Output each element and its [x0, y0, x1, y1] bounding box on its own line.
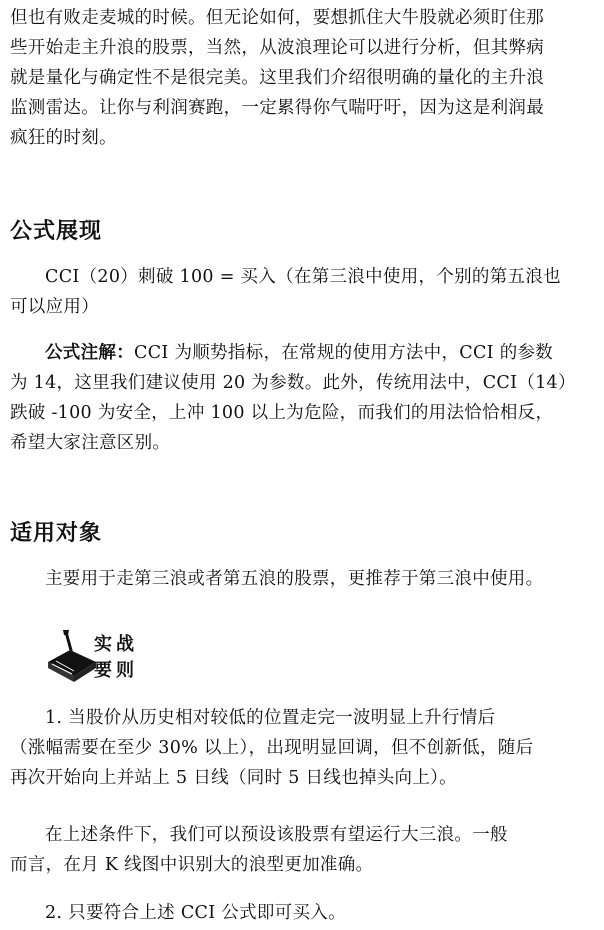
- intro-line: 监测雷达。让你与利润赛跑，一定累得你气喘吁吁，因为这是利润最: [10, 98, 544, 118]
- formula-line: 可以应用）: [10, 297, 99, 317]
- rule1-line: 再次开始向上并站上 5 日线（同时 5 日线也掉头向上）。: [10, 768, 457, 788]
- note-line: 跌破 -100 为安全，上冲 100 以上为危险，而我们的用法恰恰相反，: [10, 403, 554, 423]
- badge-line2: 要则: [94, 660, 138, 681]
- rule2-paragraph: [45, 898, 590, 928]
- rule1-extra-line: 在上述条件下，我们可以预设该股票有望运行大三浪。一般: [45, 825, 508, 845]
- target-paragraph: [45, 564, 590, 594]
- note-line: 希望大家注意区别。: [10, 433, 171, 453]
- formula-note-paragraph: [10, 338, 590, 458]
- rule1-extra-line: 而言，在月 K 线图中识别大的浪型更加准确。: [10, 855, 374, 875]
- rule1-line: 1. 当股价从历史相对较低的位置走完一波明显上升行情后: [45, 708, 496, 728]
- note-label: 公式注解：: [45, 343, 134, 363]
- intro-paragraph: [10, 3, 590, 153]
- rule1-extra-paragraph: [10, 820, 590, 880]
- intro-line: 就是量化与确定性不是很完美。这里我们介绍很明确的量化的主升浪: [10, 68, 544, 88]
- section-title-formula: 公式展现: [10, 219, 103, 244]
- target-text: 主要用于走第三浪或者第五浪的股票，更推荐于第三浪中使用。: [45, 569, 544, 589]
- rule1-paragraph: [10, 703, 590, 793]
- rule2-text: 2. 只要符合上述 CCI 公式即可买入。: [45, 903, 346, 923]
- practice-rules-badge: [44, 628, 164, 686]
- book-pen-icon: [44, 628, 100, 686]
- section-title-target: 适用对象: [10, 521, 103, 546]
- formula-paragraph: [10, 262, 590, 322]
- badge-line1: 实战: [94, 634, 138, 655]
- intro-line: 些开始走主升浪的股票，当然，从波浪理论可以进行分析，但其弊病: [10, 38, 544, 58]
- formula-line: CCI（20）刺破 100 = 买入（在第三浪中使用，个别的第五浪也: [45, 267, 561, 287]
- intro-line: 疯狂的时刻。: [10, 128, 117, 148]
- note-line: 为 14，这里我们建议使用 20 为参数。此外，传统用法中，CCI（14）: [10, 373, 576, 393]
- note-text: CCI 为顺势指标，在常规的使用方法中，CCI 的参数: [134, 343, 554, 363]
- rule1-line: （涨幅需要在至少 30% 以上），出现明显回调，但不创新低，随后: [10, 738, 534, 758]
- intro-line: 但也有败走麦城的时候。但无论如何，要想抓住大牛股就必须盯住那: [10, 8, 544, 28]
- note-line-first: [10, 338, 590, 368]
